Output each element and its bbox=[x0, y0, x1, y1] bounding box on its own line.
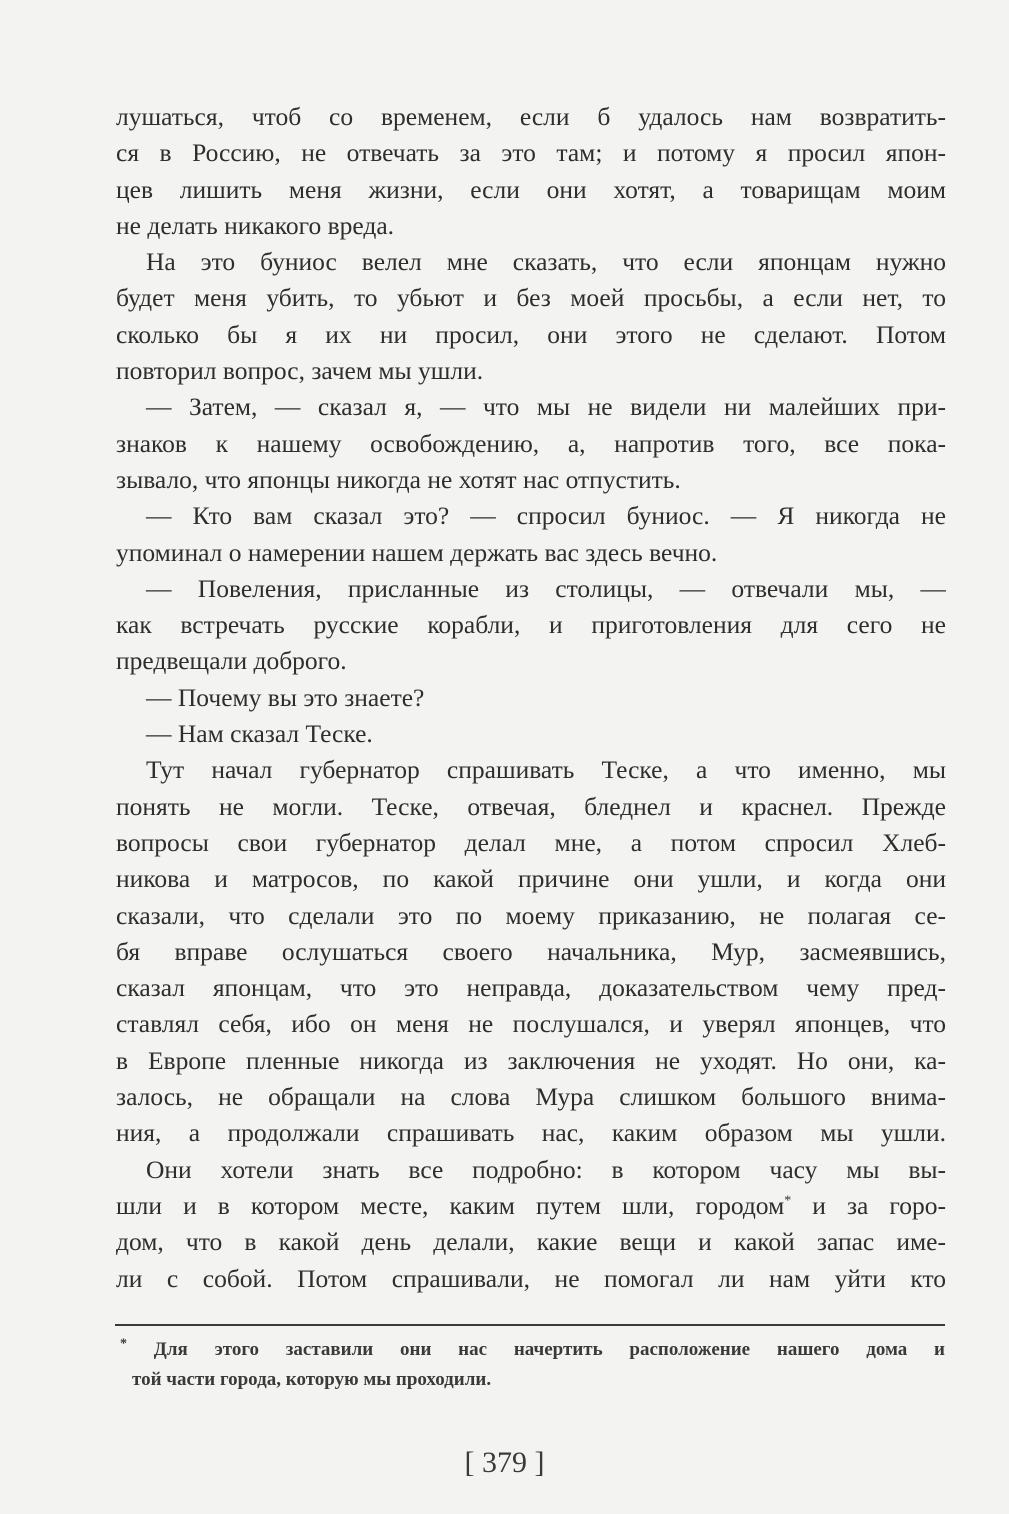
text-line: будет меня убить, то убьют и без моей просьбы, а если нет, то bbox=[116, 283, 946, 313]
text-line: — Почему вы это знаете? bbox=[146, 682, 425, 712]
text-line: — Затем, — сказал я, — что мы не видели ни малейших при- bbox=[146, 392, 946, 422]
text-line: шли и в котором месте, каким путем шли, городом* и за горо- bbox=[116, 1190, 946, 1220]
footnote-line-text: той части города, которую мы проходили. bbox=[132, 1369, 492, 1390]
text-line: — Кто вам сказал это? — спросил буниос. — Я никогда не bbox=[146, 501, 946, 531]
text-line: ставлял себя, ибо он меня не послушался, и уверял японцев, что bbox=[116, 1009, 946, 1039]
body-text bbox=[116, 99, 946, 1297]
text-line: цев лишить меня жизни, если они хотят, а товарищам моим bbox=[116, 174, 946, 204]
text-line: — Повеления, присланные из столицы, — отвечали мы, — bbox=[146, 573, 946, 603]
footnote-line bbox=[120, 1365, 945, 1395]
text-line: как встречать русские корабли, и приготовления для сего не bbox=[116, 610, 946, 640]
text-line: сколько бы я их ни просил, они этого не сделают. Потом bbox=[116, 319, 946, 349]
text-line: Тут начал губернатор спрашивать Теске, а что именно, мы bbox=[146, 755, 946, 785]
text-line: знаков к нашему освобождению, а, напротив того, все пока- bbox=[116, 428, 946, 458]
text-line: зывало, что японцы никогда не хотят нас отпустить. bbox=[116, 464, 681, 494]
footnote-line-text: Для этого заставили они нас начертить расположение нашего дома и bbox=[153, 1339, 946, 1360]
text-line: сказал японцам, что это неправда, доказательством чему пред- bbox=[116, 973, 946, 1003]
text-line: — Нам сказал Теске. bbox=[146, 719, 373, 749]
text-line: ли с собой. Потом спрашивали, не помогал ли нам уйти кто bbox=[116, 1263, 946, 1293]
text-line: повторил вопрос, зачем мы ушли. bbox=[116, 356, 484, 386]
text-line: На это буниос велел мне сказать, что если японцам нужно bbox=[146, 247, 946, 277]
text-line: вопросы свои губернатор делал мне, а потом спросил Хлеб- bbox=[116, 827, 946, 857]
text-line: ся в Россию, не отвечать за это там; и потому я просил япон- bbox=[116, 138, 946, 168]
text-line: ния, а продолжали спрашивать нас, каким образом мы ушли. bbox=[116, 1118, 946, 1148]
text-line: лушаться, чтоб со временем, если б удалось нам возвратить- bbox=[116, 102, 946, 131]
text-line: в Европе пленные никогда из заключения не уходят. Но они, ка- bbox=[116, 1045, 946, 1075]
page-number: [ 379 ] bbox=[464, 1446, 545, 1479]
text-line: не делать никакого вреда. bbox=[116, 210, 395, 240]
text-line: никова и матросов, по какой причине они ушли, и когда они bbox=[116, 864, 946, 894]
text-line: сказали, что сделали это по моему приказанию, не полагая се- bbox=[116, 900, 946, 930]
footnote bbox=[120, 1335, 945, 1395]
text-line: дом, что в какой день делали, какие вещи и какой запас име- bbox=[116, 1227, 946, 1257]
footnote-marker: * bbox=[120, 1336, 127, 1352]
text-line: залось, не обращали на слова Мура слишком большого внима- bbox=[116, 1082, 946, 1112]
text-line: упоминал о намерении нашем держать вас здесь вечно. bbox=[116, 537, 718, 567]
footnote-reference: * bbox=[784, 1193, 792, 1209]
text-line: Они хотели знать все подробно: в котором часу мы вы- bbox=[146, 1154, 946, 1184]
footnote-divider bbox=[115, 1324, 945, 1326]
footnote-line bbox=[120, 1335, 945, 1365]
text-line: предвещали доброго. bbox=[116, 646, 347, 676]
text-line: бя вправе ослушаться своего начальника, Мур, засмеявшись, bbox=[116, 936, 946, 966]
text-line: понять не могли. Теске, отвечая, бледнел и краснел. Прежде bbox=[116, 791, 946, 821]
